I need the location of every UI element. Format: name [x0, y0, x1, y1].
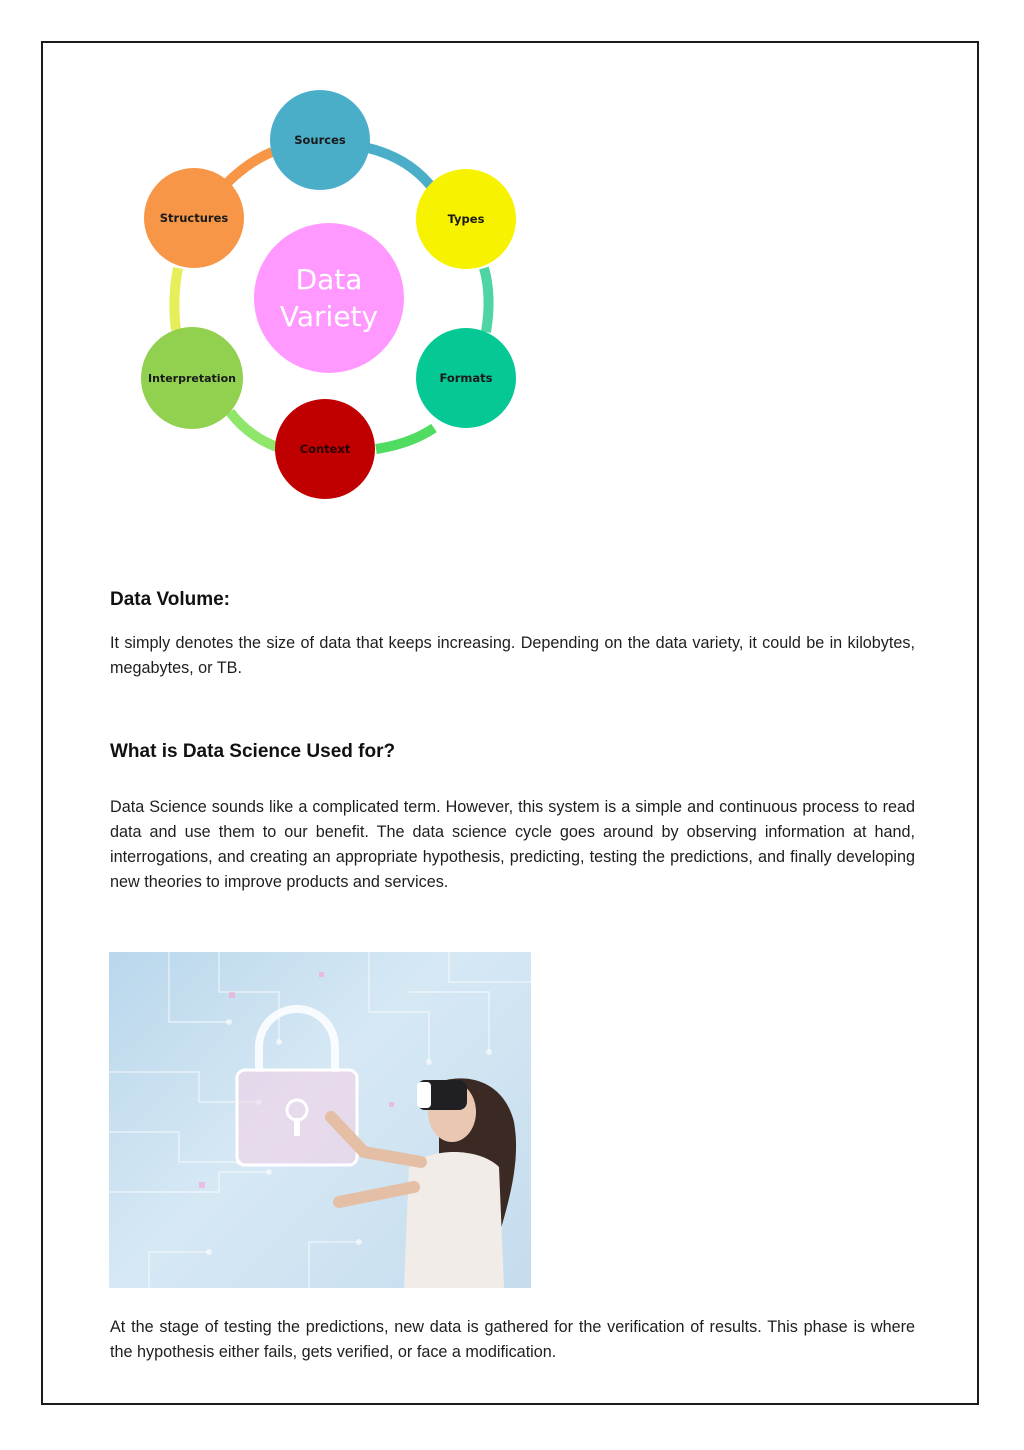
- center-circle: [254, 223, 404, 373]
- connector-interpretation-structures: [174, 268, 178, 330]
- node-context-label: Context: [299, 442, 351, 456]
- data-volume-paragraph: It simply denotes the size of data that keeps increasing. Depending on the data variety, it could be in kilobytes, megabytes, or TB.: [110, 634, 915, 677]
- hologram-lock-icon: [237, 1009, 357, 1165]
- node-sources-label: Sources: [294, 133, 346, 147]
- data-variety-diagram: [132, 86, 532, 506]
- data-variety-diagram-svg: [132, 86, 532, 506]
- connector-structures-sources: [226, 152, 272, 184]
- data-science-uses-paragraph: Data Science sounds like a complicated term. However, this system is a simple and continuous process to read data and use them to our benefit. The data science cycle goes around by observing information at hand, interrogations, and creating an appropriate hypothesis, predicting, testing the predictions, and finally developing new theories to improve products and services.: [110, 798, 915, 891]
- connector-formats-context: [376, 428, 434, 449]
- node-formats-label: Formats: [439, 371, 493, 385]
- data-volume-heading: Data Volume:: [110, 589, 231, 610]
- center-label-line1: Data: [295, 263, 363, 296]
- vr-lock-illustration: [109, 952, 531, 1288]
- person-silhouette: [331, 1078, 516, 1288]
- connector-context-interpretation: [230, 412, 280, 448]
- connector-types-formats: [484, 268, 489, 332]
- vr-lock-illustration-svg: [109, 952, 531, 1288]
- node-types-label: Types: [447, 212, 485, 226]
- center-label-line2: Variety: [279, 300, 379, 333]
- data-science-uses-heading: What is Data Science Used for?: [110, 741, 396, 762]
- node-structures-label: Structures: [159, 211, 229, 225]
- node-interpretation-label: Interpretation: [148, 372, 236, 385]
- connector-sources-types: [368, 148, 434, 190]
- testing-predictions-paragraph: At the stage of testing the predictions, new data is gathered for the verification of results. This phase is where the hypothesis either fails, gets verified, or face a modification.: [110, 1318, 915, 1361]
